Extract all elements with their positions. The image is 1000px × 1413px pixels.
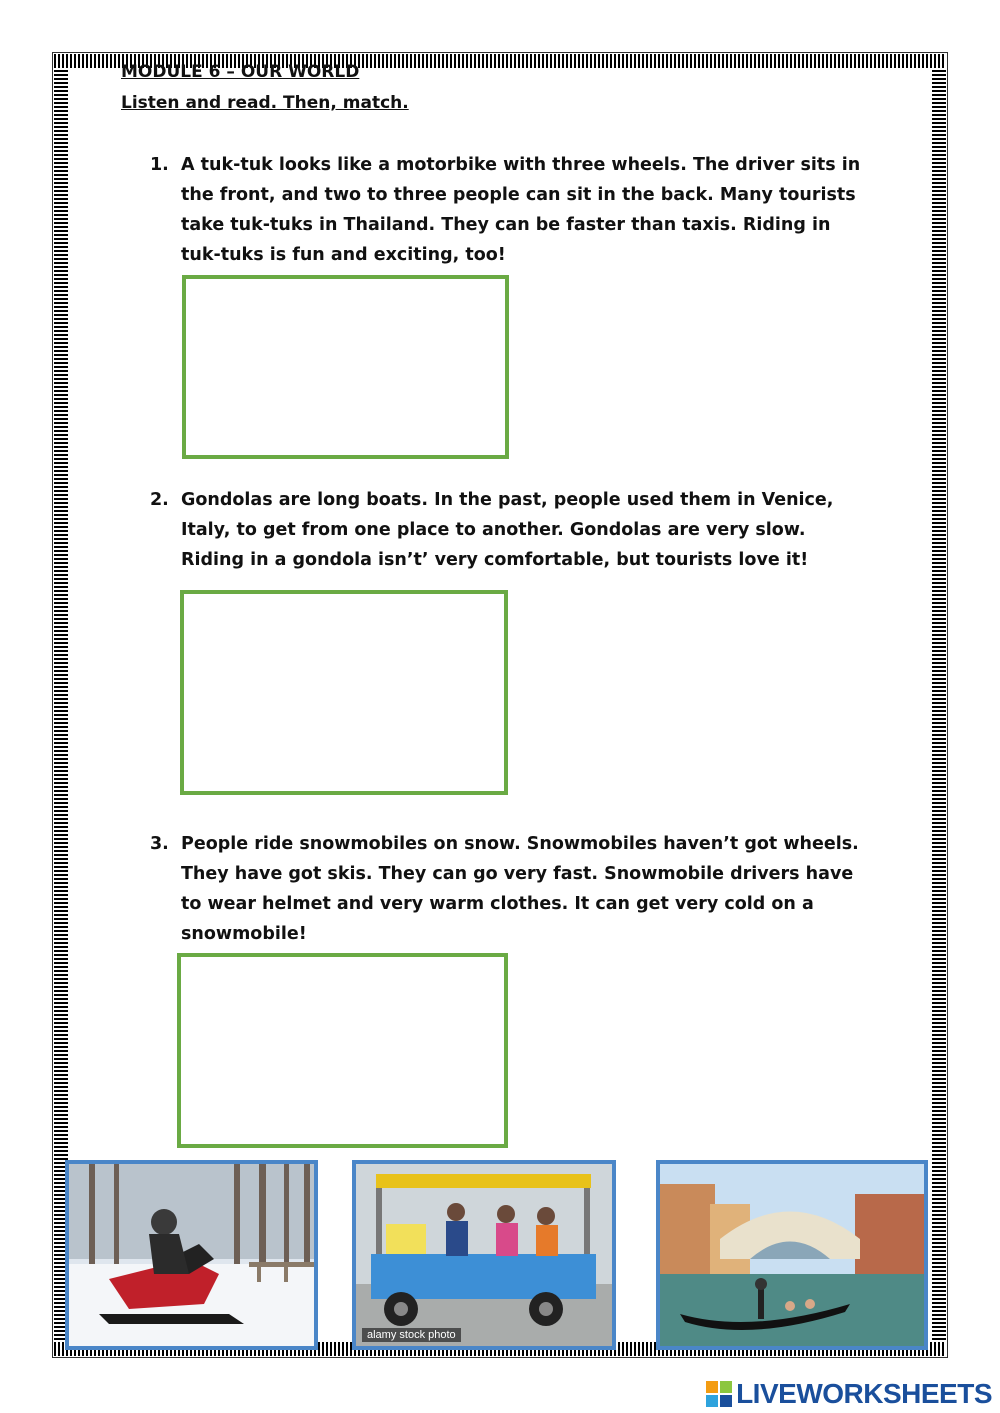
item-number: 3.: [150, 834, 169, 854]
item-number: 2.: [150, 490, 169, 510]
snowmobile-photo[interactable]: [65, 1160, 318, 1350]
liveworksheets-logo: [706, 1378, 992, 1410]
answer-drop-box-3[interactable]: [177, 953, 508, 1148]
tuk-tuk-photo[interactable]: [352, 1160, 616, 1350]
answer-drop-box-1[interactable]: [182, 275, 509, 459]
logo-text: LIVEWORKSHEETS: [736, 1378, 992, 1409]
reading-item-3: [150, 829, 870, 949]
item-text: A tuk-tuk looks like a motorbike with three wheels. The driver sits in the front, and two to three people can sit in the back. Many tourists take tuk-tuks in Thailand. They can be faster than taxis. Riding in tuk-tuks is fun and exciting, too!: [181, 155, 861, 265]
reading-item-2: [150, 485, 870, 575]
instructions: Listen and read. Then, match.: [121, 93, 409, 113]
reading-item-1: [150, 150, 870, 270]
item-text: People ride snowmobiles on snow. Snowmobiles haven’t got wheels. They have got skis. They can go very fast. Snowmobile drivers have to wear helmet and very warm clothes. It can get very cold on a snowmobile!: [181, 834, 859, 944]
item-text: Gondolas are long boats. In the past, people used them in Venice, Italy, to get from one place to another. Gondolas are very slow. Riding in a gondola isn’t’ very comfortable, but tourists love it!: [181, 490, 834, 570]
item-number: 1.: [150, 155, 169, 175]
stock-watermark: alamy stock photo: [362, 1328, 461, 1342]
gondola-photo[interactable]: [656, 1160, 928, 1350]
logo-mark-icon: [706, 1381, 732, 1407]
page-title: MODULE 6 – OUR WORLD: [121, 62, 360, 82]
answer-drop-box-2[interactable]: [180, 590, 508, 795]
